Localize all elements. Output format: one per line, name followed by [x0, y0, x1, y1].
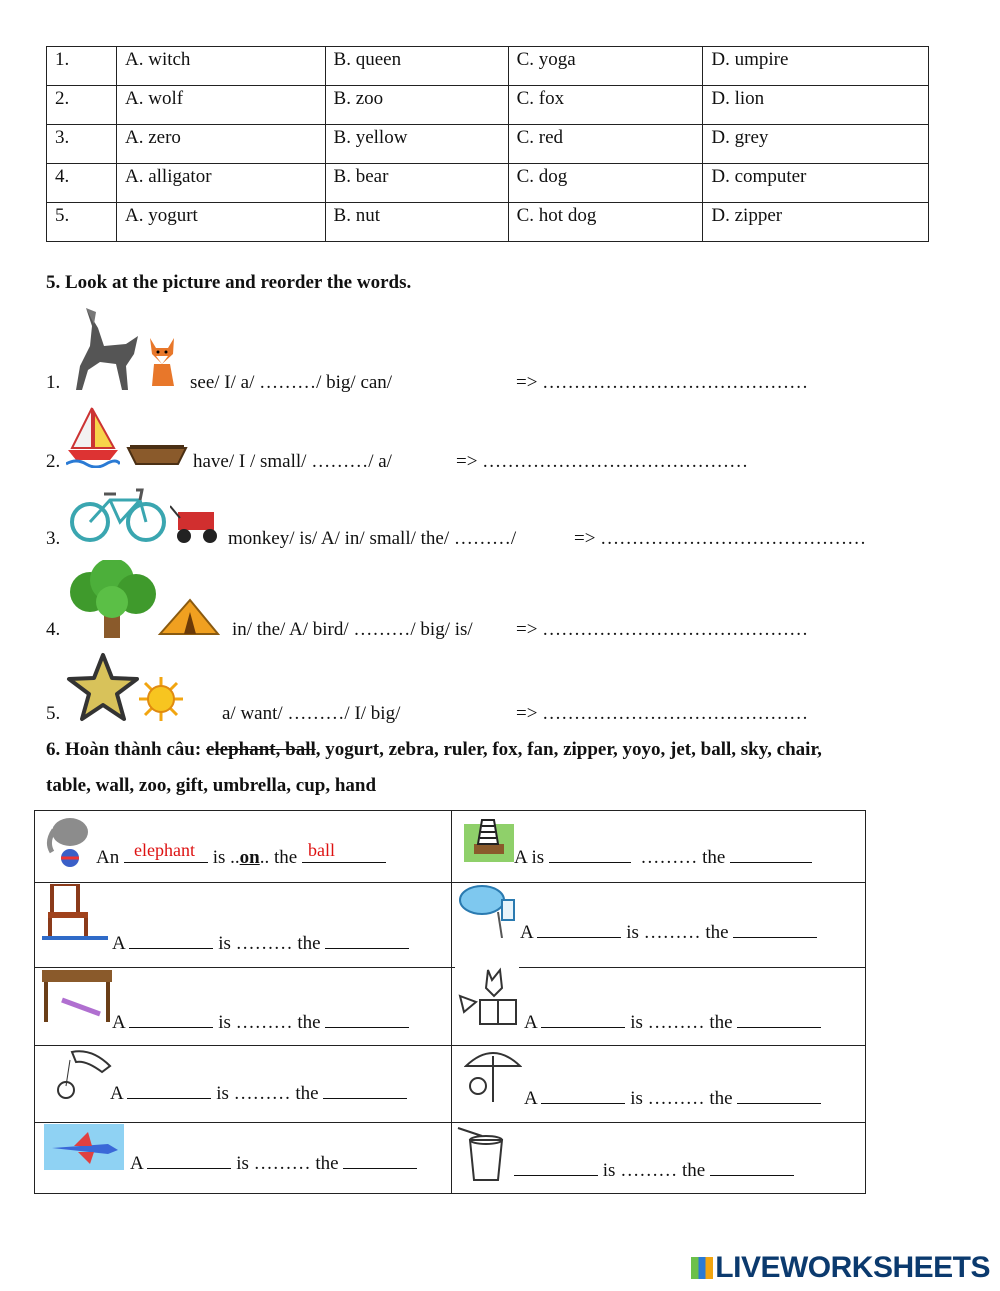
blank-input[interactable]	[127, 1082, 211, 1099]
grid-row-line	[35, 967, 455, 968]
option-cell-d[interactable]: D. lion	[703, 86, 929, 125]
reorder-item-3: 3.	[46, 528, 61, 549]
dots[interactable]: ………	[235, 1012, 293, 1033]
reorder-words-1: see/ I/ a/ ………/ big/ can/	[190, 372, 393, 393]
yogurt-in-cup-image	[456, 1122, 512, 1182]
options-row	[47, 203, 929, 242]
section6-prefix: 6. Hoàn thành câu:	[46, 739, 206, 760]
sentence-jet	[130, 1152, 417, 1175]
reorder-item-4: 4.	[46, 619, 61, 640]
option-cell-b[interactable]: B. zoo	[325, 86, 508, 125]
ball-under-umbrella-image	[464, 1046, 522, 1104]
example-an: An	[96, 847, 120, 868]
options-row	[47, 164, 929, 203]
reorder-words-3: monkey/ is/ A/ in/ small/ the/ ………/	[228, 528, 517, 549]
reorder-answer-3[interactable]: => ……………………………………	[574, 528, 867, 549]
answer-ball: ball	[307, 840, 335, 860]
section6-title-line2: table, wall, zoo, gift, umbrella, cup, hand	[46, 775, 377, 796]
grid-row-line	[35, 882, 865, 883]
option-cell-b[interactable]: B. nut	[325, 203, 508, 242]
option-cell-b[interactable]: B. yellow	[325, 125, 508, 164]
fan-on-wall-image	[458, 882, 518, 938]
article: A	[524, 1012, 537, 1033]
article: A	[520, 922, 533, 943]
option-cell-num: 4.	[47, 164, 117, 203]
reorder-item-1	[46, 372, 60, 394]
example-blank-1[interactable]	[124, 840, 208, 863]
blank-input[interactable]	[343, 1152, 417, 1169]
option-cell-b[interactable]: B. queen	[325, 47, 508, 86]
grid-row-line	[35, 1045, 865, 1046]
grid-row-line	[519, 967, 865, 968]
reorder-answer-5[interactable]: => ……………………………………	[516, 703, 809, 724]
the: the	[315, 1153, 339, 1174]
sentence-umbrella	[524, 1087, 821, 1110]
blank-input[interactable]	[325, 932, 409, 949]
dots[interactable]: ………	[647, 1088, 705, 1109]
option-cell-a[interactable]: A. yogurt	[117, 203, 326, 242]
options-table	[46, 46, 929, 242]
zebra-at-zoo-image	[464, 814, 514, 864]
sentence-zebra	[514, 846, 812, 869]
sentence-yoyo	[110, 1082, 407, 1105]
reorder-item-2: 2.	[46, 451, 61, 472]
the: the	[297, 933, 321, 954]
sentence-yogurt	[514, 1159, 794, 1182]
blank-input[interactable]	[541, 1087, 625, 1104]
section5-title: 5. Look at the picture and reorder the words.	[46, 272, 412, 293]
grid-divider	[451, 811, 452, 1193]
verb: is	[216, 1083, 229, 1104]
option-cell-c[interactable]: C. fox	[508, 86, 703, 125]
verb: is	[218, 1012, 231, 1033]
example-blank-2[interactable]	[302, 840, 386, 863]
star-image	[66, 652, 140, 722]
bicycle-image	[70, 486, 166, 544]
blank-input[interactable]	[323, 1082, 407, 1099]
blank-input[interactable]	[147, 1152, 231, 1169]
options-row	[47, 47, 929, 86]
option-cell-a[interactable]: A. wolf	[117, 86, 326, 125]
example-the: .. the	[259, 847, 298, 868]
option-cell-a[interactable]: A. alligator	[117, 164, 326, 203]
item-number: 1.	[46, 372, 61, 393]
liveworksheets-logo[interactable]	[691, 1251, 990, 1285]
blank-input[interactable]	[129, 932, 213, 949]
dots[interactable]: ………	[233, 1083, 291, 1104]
tent-image	[156, 598, 222, 636]
dots[interactable]: ………	[640, 847, 698, 868]
rowboat-image	[126, 440, 188, 468]
dots[interactable]: ………	[235, 933, 293, 954]
blank-input[interactable]	[541, 1011, 625, 1028]
option-cell-a[interactable]: A. witch	[117, 47, 326, 86]
reorder-answer-1[interactable]: => ……………………………………	[516, 372, 809, 393]
blank-input[interactable]	[537, 921, 621, 938]
article: A	[110, 1083, 123, 1104]
option-cell-d[interactable]: D. grey	[703, 125, 929, 164]
sentence-table	[112, 1011, 409, 1034]
verb: is	[626, 922, 639, 943]
verb: is	[630, 1012, 643, 1033]
blank-input[interactable]	[129, 1011, 213, 1028]
chair-image	[42, 884, 108, 942]
logo-icon	[691, 1257, 713, 1279]
reorder-item-5: 5.	[46, 703, 61, 724]
options-row	[47, 86, 929, 125]
word-bank: , yogurt, zebra, ruler, fox, fan, zipper, yoyo, jet, ball, sky, chair,	[315, 739, 822, 760]
article: A	[112, 933, 125, 954]
the: the	[709, 1012, 733, 1033]
the: the	[705, 922, 729, 943]
the: the	[681, 1160, 706, 1181]
blank-input[interactable]	[733, 921, 817, 938]
dots[interactable]: ………	[647, 1012, 705, 1033]
wagon-image	[170, 504, 222, 546]
wolf-image	[66, 306, 142, 392]
option-cell-c[interactable]: C. red	[508, 125, 703, 164]
sun-image	[138, 676, 184, 722]
reorder-words-5: a/ want/ ………/ I/ big/	[222, 703, 401, 724]
article: A	[112, 1012, 125, 1033]
elephant-on-ball-image	[44, 812, 96, 868]
the: the	[297, 1012, 321, 1033]
grid-row-line	[35, 1122, 865, 1123]
sailboat-image	[66, 406, 120, 468]
option-cell-c[interactable]: C. yoga	[508, 47, 703, 86]
ruler-on-table-image	[42, 970, 112, 1022]
answer-elephant: elephant	[133, 840, 195, 860]
blank-input[interactable]	[730, 846, 812, 863]
option-cell-c[interactable]: C. dog	[508, 164, 703, 203]
tree-image	[66, 560, 158, 638]
blank-input[interactable]	[737, 1087, 821, 1104]
option-cell-d[interactable]: D. umpire	[703, 47, 929, 86]
article: A	[524, 1088, 537, 1109]
option-cell-num: 1.	[47, 47, 117, 86]
example-is: is ..	[212, 847, 240, 868]
blank-input[interactable]	[710, 1159, 794, 1176]
verb: is	[602, 1160, 616, 1181]
option-cell-b[interactable]: B. bear	[325, 164, 508, 203]
logo-text: LIVEWORKSHEETS	[715, 1251, 990, 1284]
verb: is	[236, 1153, 249, 1174]
option-cell-d[interactable]: D. computer	[703, 164, 929, 203]
blank-input[interactable]	[325, 1011, 409, 1028]
article: A	[514, 847, 527, 868]
article: A	[130, 1153, 143, 1174]
reorder-words-2: have/ I / small/ ………/ a/	[193, 451, 392, 472]
yoyo-in-hand-image	[52, 1046, 112, 1102]
section6-title	[46, 739, 822, 761]
verb: is	[218, 933, 231, 954]
dots[interactable]: ………	[253, 1153, 311, 1174]
sentence-fan	[520, 921, 817, 944]
fox-on-gift-image	[458, 966, 520, 1026]
option-cell-d[interactable]: D. zipper	[703, 203, 929, 242]
the: the	[295, 1083, 319, 1104]
option-cell-a[interactable]: A. zero	[117, 125, 326, 164]
the: the	[709, 1088, 733, 1109]
option-cell-c[interactable]: C. hot dog	[508, 203, 703, 242]
blank-input[interactable]	[549, 846, 631, 863]
the: the	[702, 847, 726, 868]
jet-in-sky-image	[44, 1124, 124, 1170]
options-row	[47, 125, 929, 164]
blank-input[interactable]	[514, 1159, 598, 1176]
example-sentence	[96, 840, 386, 869]
blank-input[interactable]	[737, 1011, 821, 1028]
fox-image	[146, 334, 180, 390]
verb: is	[531, 847, 545, 868]
option-cell-num: 3.	[47, 125, 117, 164]
dots[interactable]: ………	[620, 1160, 678, 1181]
option-cell-num: 5.	[47, 203, 117, 242]
reorder-answer-4[interactable]: => ……………………………………	[516, 619, 809, 640]
sentence-chair	[112, 932, 409, 955]
sentence-fox	[524, 1011, 821, 1034]
answer-on: on	[239, 847, 260, 868]
verb: is	[630, 1088, 643, 1109]
reorder-answer-2[interactable]: => ……………………………………	[456, 451, 749, 472]
reorder-words-4: in/ the/ A/ bird/ ………/ big/ is/	[232, 619, 473, 640]
option-cell-num: 2.	[47, 86, 117, 125]
struck-words: elephant, ball	[205, 739, 316, 760]
dots[interactable]: ………	[643, 922, 701, 943]
